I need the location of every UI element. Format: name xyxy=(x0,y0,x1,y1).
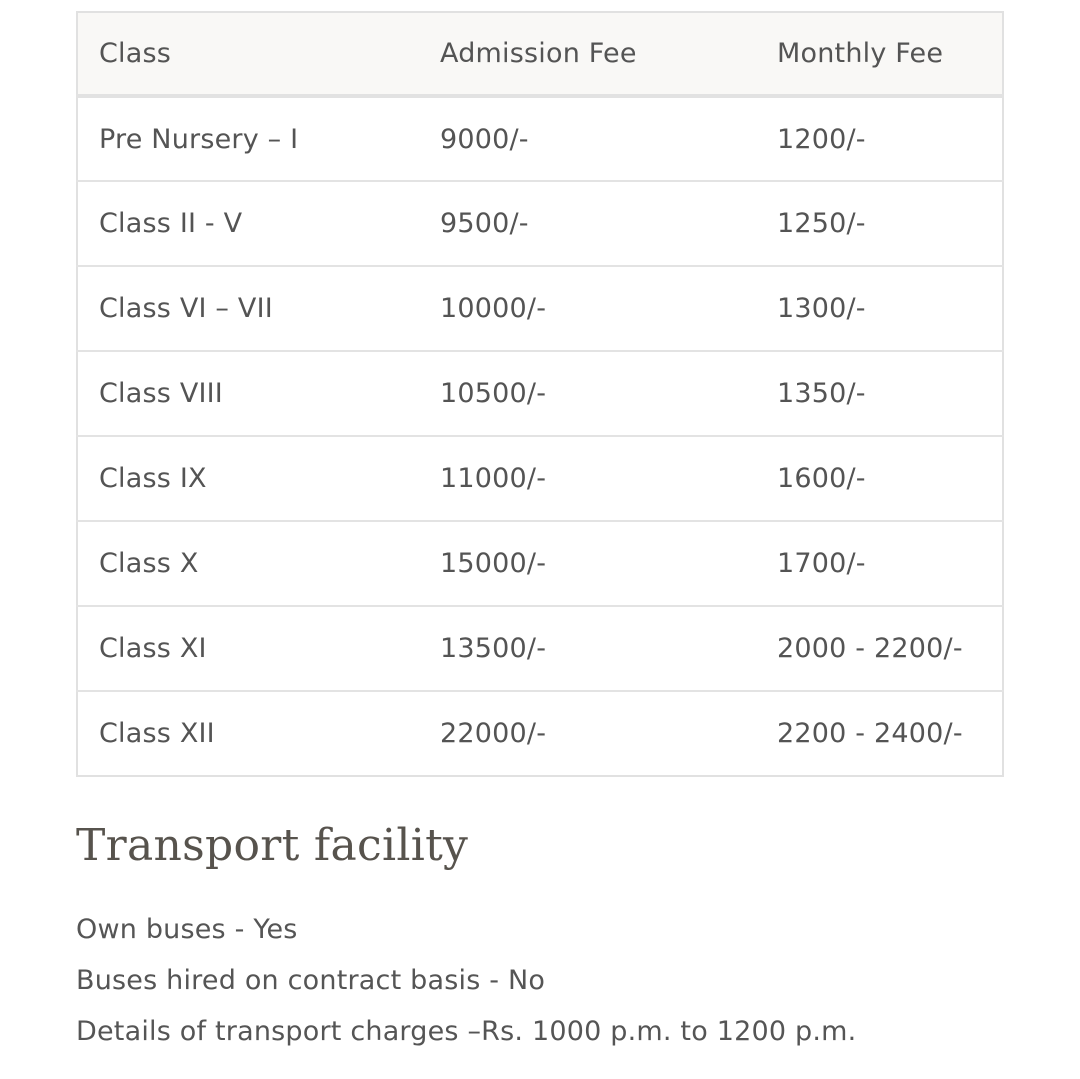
table-row xyxy=(77,436,1003,521)
monthly-fee-cell: 1700/- xyxy=(777,548,866,579)
admission-fee-cell: 22000/- xyxy=(440,718,547,749)
table-row xyxy=(77,521,1003,606)
column-header-monthly-fee: Monthly Fee xyxy=(756,12,1003,96)
hired-buses-text: Buses hired on contract basis - No xyxy=(76,965,546,996)
admission-fee-cell: 15000/- xyxy=(440,548,547,579)
admission-fee-cell: 9500/- xyxy=(440,208,529,239)
admission-fee-cell: 10000/- xyxy=(440,293,547,324)
class-cell: Class IX xyxy=(99,463,207,494)
monthly-fee-cell: 1200/- xyxy=(777,123,866,155)
monthly-fee-cell: 1300/- xyxy=(777,293,866,324)
monthly-fee-cell: 2000 - 2200/- xyxy=(777,633,963,664)
table-row xyxy=(77,606,1003,691)
table-row xyxy=(77,181,1003,266)
column-header-admission-fee: Admission Fee xyxy=(419,12,756,96)
fee-table-body xyxy=(77,96,1003,776)
class-cell: Class VI – VII xyxy=(99,293,273,324)
admission-fee-cell: 11000/- xyxy=(440,463,547,494)
admission-fee-cell: 9000/- xyxy=(440,123,529,155)
transport-details-list xyxy=(76,910,856,1063)
monthly-fee-cell: 1600/- xyxy=(777,463,866,494)
class-cell: Class II - V xyxy=(99,208,243,239)
table-row xyxy=(77,96,1003,181)
own-buses-text: Own buses - Yes xyxy=(76,914,298,945)
header-row xyxy=(77,12,1003,96)
class-cell: Class XII xyxy=(99,718,215,749)
transport-facility-heading: Transport facility xyxy=(76,820,469,871)
class-cell: Pre Nursery – I xyxy=(99,123,299,155)
transport-charges-text: Details of transport charges –Rs. 1000 p.m. to 1200 p.m. xyxy=(76,1016,857,1047)
monthly-fee-cell: 1250/- xyxy=(777,208,866,239)
column-header-class: Class xyxy=(77,12,419,96)
fee-table-header xyxy=(77,12,1003,96)
fee-table xyxy=(76,11,1004,777)
class-cell: Class XI xyxy=(99,633,207,664)
class-cell: Class VIII xyxy=(99,378,223,409)
admission-fee-cell: 10500/- xyxy=(440,378,547,409)
admission-fee-cell: 13500/- xyxy=(440,633,547,664)
table-row xyxy=(77,266,1003,351)
monthly-fee-cell: 1350/- xyxy=(777,378,866,409)
monthly-fee-cell: 2200 - 2400/- xyxy=(777,718,963,749)
class-cell: Class X xyxy=(99,548,199,579)
table-row xyxy=(77,351,1003,436)
table-row xyxy=(77,691,1003,776)
